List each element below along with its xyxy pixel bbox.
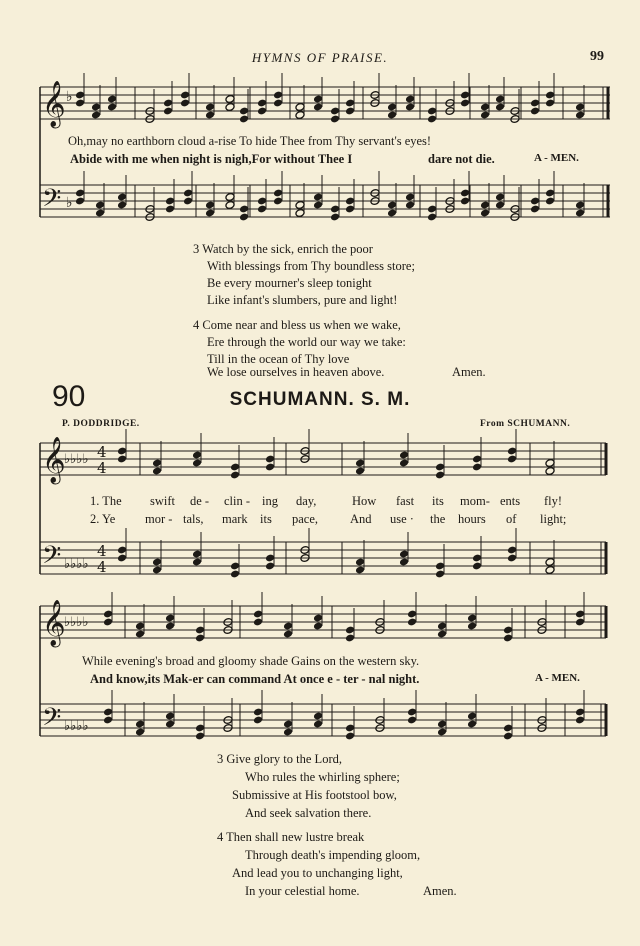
tune-title: SCHUMANN. S. M. bbox=[229, 389, 411, 410]
stanza1-line1-w2: swift bbox=[150, 494, 175, 508]
time-signature-bottom: 4 bbox=[97, 459, 107, 477]
stanza1-line1-w12: fly! bbox=[544, 494, 563, 508]
treble-clef: 𝄞 bbox=[42, 600, 66, 646]
hymn90-verse3-line2: Who rules the whirling sphere; bbox=[245, 770, 400, 784]
flat-sign: ♭ bbox=[66, 195, 73, 211]
key-signature: ♭♭♭♭ bbox=[64, 557, 89, 572]
hymn89-verse4-line4: We lose ourselves in heaven above. bbox=[207, 365, 385, 379]
key-signature: ♭♭♭♭ bbox=[64, 615, 89, 630]
hymn89-verse4-line2: Ere through the world our way we take: bbox=[207, 335, 406, 349]
hymn89-verse3-line1: 3 Watch by the sick, enrich the poor bbox=[193, 242, 373, 256]
stanza1-line1-w3: de - bbox=[190, 494, 210, 508]
hymn89-amen: A - MEN. bbox=[534, 152, 579, 164]
bass-clef: 𝄢 bbox=[42, 703, 62, 738]
treble-clef: 𝄞 bbox=[42, 81, 66, 127]
hymn89-verse3-line3: Be every mourner's sleep tonight bbox=[207, 276, 372, 290]
stanza2-line1-w11: of bbox=[506, 512, 517, 526]
stanza1-line1-w9: its bbox=[432, 494, 444, 508]
hymn89-lyric-line2-end: dare not die. bbox=[428, 152, 495, 166]
time-signature-top: 4 bbox=[97, 443, 107, 461]
page-number: 99 bbox=[590, 49, 604, 64]
stanza1-line1-w5: ing bbox=[262, 494, 278, 508]
stanza2-line1-w10: hours bbox=[458, 512, 486, 526]
hymn90-amen: A - MEN. bbox=[535, 672, 580, 684]
hymn89-lyric-line2: Abide with me when night is nigh,For without Thee I bbox=[70, 152, 353, 166]
bass-clef: 𝄢 bbox=[42, 541, 62, 576]
hymn90-verse3-line3: Submissive at His footstool bow, bbox=[232, 788, 397, 802]
stanza1-line1-w1: 1. The bbox=[90, 494, 122, 508]
hymn89-verse3-line4: Like infant's slumbers, pure and light! bbox=[207, 293, 398, 307]
hymn90-verse4-line4: In your celestial home. bbox=[245, 884, 360, 898]
hymn89-verse4-line3: Till in the ocean of Thy love bbox=[207, 352, 350, 366]
stanza2-line1-w1: 2. Ye bbox=[90, 512, 116, 526]
stanza2-line1-w8: use · bbox=[390, 512, 414, 526]
treble-clef: 𝄞 bbox=[42, 437, 66, 483]
stanza2-line1-w9: the bbox=[430, 512, 446, 526]
time-signature-bottom: 4 bbox=[97, 558, 107, 576]
stanza2-line1-w7: And bbox=[350, 512, 372, 526]
stanza1-line1-w8: fast bbox=[396, 494, 415, 508]
stanza2-line1-w12: light; bbox=[540, 512, 567, 526]
author-credit: P. DODDRIDGE. bbox=[62, 419, 140, 429]
hymn90-verse3-line4: And seek salvation there. bbox=[245, 806, 372, 820]
hymn90-verse4-amen: Amen. bbox=[423, 884, 457, 898]
hymn-number: 90 bbox=[52, 380, 86, 413]
hymn90-verse4-line1: 4 Then shall new lustre break bbox=[217, 830, 365, 844]
hymn90-verse4-line3: And lead you to unchanging light, bbox=[232, 866, 403, 880]
hymn89-lyric-line1: Oh,may no earthborn cloud a-rise To hide Thee from Thy servant's eyes! bbox=[68, 134, 432, 148]
stanza1-line2: While evening's broad and gloomy shade Gains on the western sky. bbox=[82, 654, 420, 668]
key-signature: ♭♭♭♭ bbox=[64, 452, 89, 467]
hymn89-verse4-amen: Amen. bbox=[452, 365, 486, 379]
time-signature-top: 4 bbox=[97, 542, 107, 560]
stanza2-line1-w4: mark bbox=[222, 512, 248, 526]
bass-clef: 𝄢 bbox=[42, 184, 62, 219]
hymn90-verse4-line2: Through death's impending gloom, bbox=[245, 848, 421, 862]
stanza1-line1-w7: How bbox=[352, 494, 377, 508]
flat-sign: ♭ bbox=[66, 89, 73, 105]
stanza1-line1-w4: clin - bbox=[224, 494, 251, 508]
hymn89-verse4-line1: 4 Come near and bless us when we wake, bbox=[193, 318, 401, 332]
stanza1-line1-w11: ents bbox=[500, 494, 521, 508]
key-signature: ♭♭♭♭ bbox=[64, 719, 89, 734]
stanza2-line1-w3: tals, bbox=[183, 512, 204, 526]
running-header: HYMNS OF PRAISE. bbox=[251, 50, 389, 65]
stanza2-line1-w2: mor - bbox=[145, 512, 173, 526]
hymn90-verse3-line1: 3 Give glory to the Lord, bbox=[217, 752, 342, 766]
composer-credit: From SCHUMANN. bbox=[480, 419, 571, 429]
stanza1-line1-w10: mom- bbox=[460, 494, 490, 508]
stanza2-line1-w6: pace, bbox=[292, 512, 319, 526]
hymn89-verse3-line2: With blessings from Thy boundless store; bbox=[207, 259, 415, 273]
stanza2-line1-w5: its bbox=[260, 512, 272, 526]
stanza2-line2: And know,its Mak-er can command At once e - ter - nal night. bbox=[90, 672, 420, 686]
stanza1-line1-w6: day, bbox=[296, 494, 317, 508]
